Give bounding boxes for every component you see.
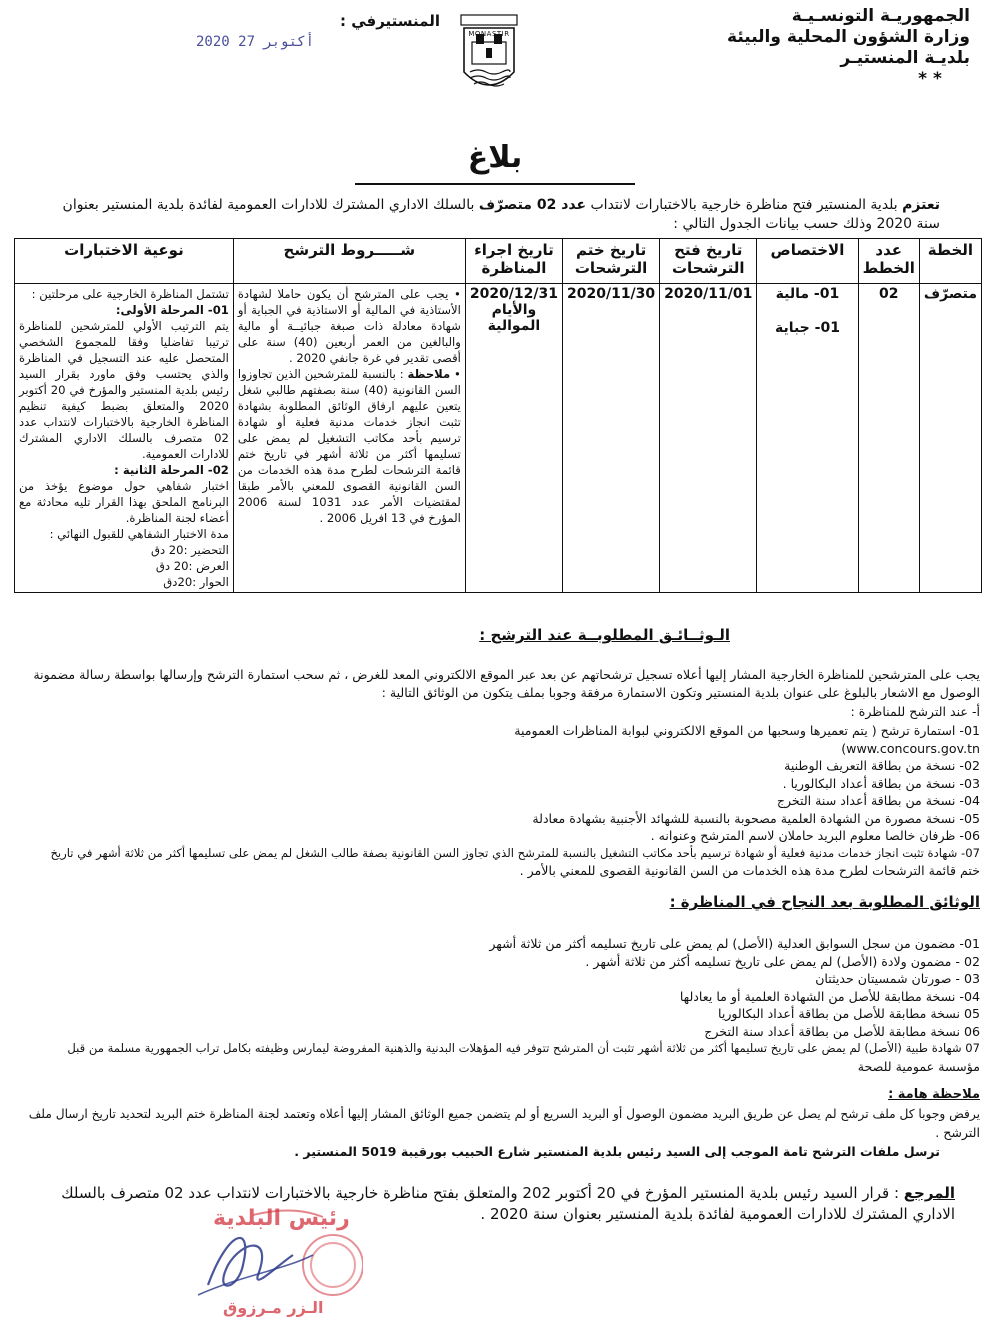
list-item: 06 نسخة مطابقة للأصل من بطاقة أعداد سنة التخرج [704,1023,980,1039]
stage2-title: 02- المرحلة الثانية : [114,463,229,477]
list-item: 07 شهادة طبية (الأصل) لم يمض على تاريخ تسليمها أكثر من ثلاثة أشهر تثبت أن المترشح تتوفر فيه المؤهلات البدنية والذهنية المفروضة ليمارس وظيفته بكامل تراب الجمهورية مسلمة من قبل [67,1041,980,1055]
cell-specialty [757,284,858,593]
list-item: 03 - صورتان شمسيتان حديثتان [815,971,980,986]
important-line-3: ترسل ملفات الترشح تامة الموجب إلى السيد رئيس بلدية المنستير شارع الحبيب بورقيبة 5019 المنستير . [294,1144,940,1159]
cell-conditions [233,284,465,593]
cell-count: 02 [858,284,919,593]
cell-exam-date: 2020/12/31 والأيام الموالية [465,284,562,593]
th-count: عدد الخطط [858,239,919,284]
list-item: (www.concours.gov.tn [841,740,980,756]
important-heading: ملاحظة هامة : [888,1087,980,1102]
test-intro: تشتمل المناظرة الخارجية على مرحلتين : [31,287,229,301]
list-item: ختم قائمة الترشحات لطرح مدة هذه الخدمات من السن القانونية القصوى للمعني بالأمر . [519,863,980,878]
municipality-logo [458,12,520,100]
header-stars: * * [918,69,942,89]
list-item: 05 نسخة مطابقة للأصل من بطاقة أعداد البكالوريا [717,1006,980,1021]
docs-para-2: الوصول مع الاشعار بالبلوغ على عنوان بلدية المنستير وتكون الاستمارة مرفقة وجوبا بملف يتكون من الوثائق التالية : [381,685,980,700]
list-item: 07- شهادة تثبت انجاز خدمات مدنية فعلية أو شهادة ترسيم بأحد مكاتب التشغيل بالنسبة للمترشح الذي تجاوز السن القانونية بصفة طالب الشغل لم يمض على تسليمها أكثر من ثلاثة أشهر في تاريخ [50,845,980,860]
list-item: 02 - مضمون ولادة (الأصل) لم يمض على تاريخ تسليمه أكثر من ثلاثة أشهر . [585,953,980,969]
success-heading: الوثائق المطلوبة بعد النجاح في المناظرة : [669,893,980,911]
list-item: 02- نسخة من بطاقة التعريف الوطنية [784,758,980,773]
seal-subtitle: الـزر مـرزوق [223,1298,324,1317]
table-row [15,284,982,593]
intro-highlight: عدد 02 متصرّف [478,197,587,213]
list-item: 06- ظرفان خالصا معلوم البريد حاملان لاسم المترشح وعنوانه . [650,828,980,843]
important-line-1: يرفض وجوبا كل ملف ترشح لم يصل عن طريق البريد مضمون الوصول أو البريد السريع أو لم يتضمن جميع الوثائق المشار إليها أعلاه وتعتمد لجنة المناظرة ختم البريد لتحديد تاريخ ارسال ملف [28,1107,980,1121]
title-underline [355,183,635,185]
presentation-time: العرض :20 دق [155,559,229,573]
th-specialty: الاختصاص [757,239,858,284]
intro-text-2: بالسلك الاداري المشترك للادارات العمومية لفائدة بلدية المنستير بعنوان سنة 2020 وذلك حسب بيانات الجدول التالي : [62,197,940,232]
specialty-1: 01- مالية [775,286,840,302]
important-line-2: الترشح . [935,1125,980,1140]
reference-label: المرجع [903,1184,955,1202]
th-open-date: تاريخ فتح الترشحات [660,239,757,284]
list-item: 01- مضمون من سجل السوابق العدلية (الأصل) لم يمض على تاريخ تسليمه أكثر من ثلاثة أشهر [489,936,980,951]
docs-list [10,722,980,880]
logo-caption: MONASTIR [468,30,510,38]
th-close-date: تاريخ ختم الترشحات [563,239,660,284]
list-item: 03- نسخة من بطاقة أعداد البكالوريا . [782,775,980,791]
docs-heading: الـوثــائـق المطلوبــة عند الترشح : [479,626,730,644]
recruitment-table [14,238,982,593]
header-block [670,6,970,90]
cell-plan: متصرّف [919,284,981,593]
th-plan: الخطة [919,239,981,284]
th-exam-date: تاريخ اجراء المناظرة [465,239,562,284]
conditions-1: • يجب على المترشح أن يكون حاملا لشهادة الأستاذية في المالية أو الاستاذية في الجباية أو شهادة معادلة ذات صبغة جبائيــة أو مالية والبالغين من العمر أربعين (40) سنة على أقصى تقدير في غرة جانفي 2020 . [237,287,461,365]
oral-duration: مدة الاختبار الشفاهي للقبول النهائي : [49,527,229,541]
list-item: مؤسسة عمومية للصحة [857,1058,980,1074]
conditions-2: • ملاحظة : بالنسبة للمترشحين الذين تجاوزوا السن القانونية (40) سنة بصفتهم طالبي شغل يتعين عليهم ارفاق الوثائق المطلوبة بشهادة تثبت انجاز خدمات مدنية فعلية أو شهادة ترسيم بأحد مكاتب التشغيل لم يمض على تسليمها أكثر من ثلاثة أشهر في تاريخ ختم قائمة الترشحات لطرح مدة هذه الخدمات من السن القانونية القصوى للمعني بالأمر طبقا لمقتضيات الأمر عدد 1031 لسنة 2006 المؤرخ في 13 افريل 2006 . [237,367,461,525]
location-label: المنستيرفي : [339,12,440,30]
seal-title: رئيس البلدية [213,1206,350,1231]
th-conditions: شـــــروط الترشح [233,239,465,284]
intro-paragraph [60,196,940,234]
date-stamp: 2020 أكتوبر 27 [196,34,315,50]
prep-time: التحضير :20 دق [150,543,229,557]
table-header-row [15,239,982,284]
page-title: بلاغ [467,140,523,175]
ministry-name: وزارة الشؤون المحلية والبيئة [727,27,970,47]
cell-test-type [15,284,234,593]
reference-text: : قرار السيد رئيس بلدية المنستير المؤرخ في 20 أكتوبر 202 والمتعلق بفتح مناظرة خارجية بالاختبارات لانتداب عدد 02 متصرف بالسلك الاداري المشترك للادارات العمومية لفائدة بلدية المنستير بعنوان سنة 2020 . [61,1184,955,1223]
cell-close-date: 2020/11/30 [563,284,660,593]
th-test-type: نوعية الاختبارات [15,239,234,284]
stage2-text: اختبار شفاهي حول موضوع يؤخذ من البرنامج الملحق بهذا القرار تليه محادثة مع أعضاء لجنة المناظرة. [19,479,229,525]
dialogue-time: الحوار :20دق [163,575,229,589]
intro-text-1: بلدية المنستير فتح مناظرة خارجية بالاختبارات لانتداب [590,197,898,213]
docs-para-1: يجب على المترشحين للمناظرة الخارجية المشار إليها أعلاه تسجيل ترشحاتهم عن بعد عبر الموقع الالكتروني المعد للغرض ، ثم سحب استمارة الترشح وإرسالها بواسطة رسالة مضمونة [33,667,980,682]
stage1-title: 01- المرحلة الأولى: [115,303,229,317]
list-item: 05- نسخة مصورة من الشهادة العلمية مصحوبة بالنسبة للشهائد الأجنبية بشهادة معادلة [532,810,980,826]
republic-name: الجمهوريـة التونسـيـة [791,6,970,26]
docs-sub-a: أ- عند الترشح للمناظرة : [850,704,980,719]
list-item: 04- نسخة مطابقة للأصل من الشهادة العلمية أو ما يعادلها [679,988,980,1004]
cell-open-date: 2020/11/01 [660,284,757,593]
list-item: 04- نسخة من بطاقة أعداد سنة التخرج [776,793,980,808]
official-seal [183,1195,363,1320]
success-list [10,935,980,1075]
municipality-name: بلديـة المنستيـر [840,48,970,68]
specialty-2: 01- جباية [774,320,840,336]
stage1-text: يتم الترتيب الأولي للمترشحين للمناظرة ترتيبا تفاضليا وفقا للمجموع الشخصي المتحصل عليه عند التسجيل في المناظرة والذي يحتسب وفق ماورد بقرار السيد رئيس بلدية المنستير والمؤرخ في 20 أكتوبر 2020 والمتعلق بضبط كيفية تنظيم المناظرة الخارجية بالاختبارات لانتداب عدد 02 متصرف بالسلك الاداري المشترك للادارات العمومية. [19,319,229,461]
list-item: 01- استمارة ترشح ( يتم تعميرها وسحبها من الموقع الالكتروني لبوابة المناظرات العمومية [514,723,980,738]
intro-lead: تعتزم [902,197,940,213]
